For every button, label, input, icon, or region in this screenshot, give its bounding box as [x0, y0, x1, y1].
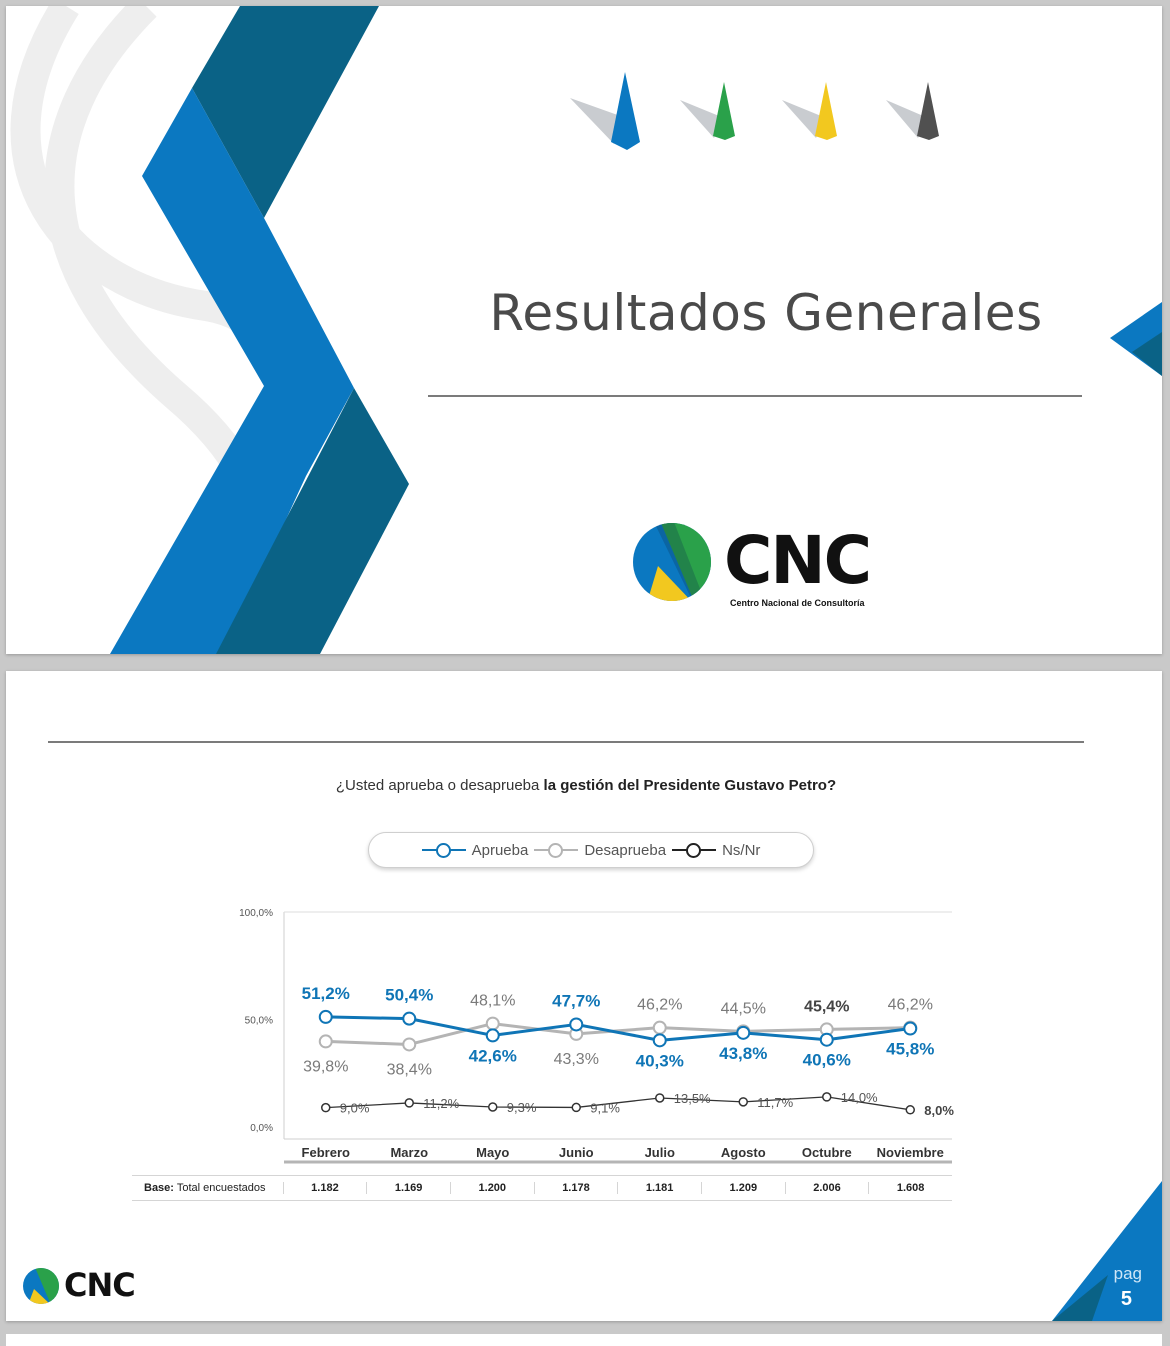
data-point: [654, 1034, 666, 1046]
cnc-logo-subtitle: Centro Nacional de Consultoría: [730, 598, 865, 608]
data-label: 48,1%: [470, 992, 516, 1010]
data-label: 47,7%: [552, 991, 601, 1011]
title-slide: [6, 6, 1162, 654]
data-point: [737, 1027, 749, 1039]
base-label: [132, 1182, 283, 1194]
page-corner-blue: [1052, 1181, 1162, 1321]
data-label: 46,2%: [887, 996, 933, 1014]
data-point: [904, 1023, 916, 1035]
data-label: 50,4%: [385, 985, 434, 1005]
cone-icon-green: [680, 82, 735, 140]
data-point: [570, 1018, 582, 1030]
data-point: [572, 1103, 580, 1111]
y-tick-label: 100,0%: [239, 908, 273, 919]
x-tick-label: Marzo: [390, 1145, 429, 1160]
x-tick-label: Julio: [644, 1145, 675, 1160]
data-point: [320, 1035, 332, 1047]
y-tick-label: 50,0%: [244, 1015, 273, 1027]
x-tick-label: Junio: [558, 1145, 594, 1160]
next-slide-edge: [6, 1334, 1162, 1346]
data-point: [487, 1029, 499, 1041]
data-label: 38,4%: [386, 1061, 432, 1079]
data-point: [906, 1106, 914, 1114]
base-value: 1.178: [534, 1182, 618, 1194]
data-label: 9,3%: [506, 1100, 537, 1116]
data-label: 39,8%: [303, 1058, 349, 1076]
legend-label-nsnr: Ns/Nr: [722, 841, 761, 859]
x-tick-label: Mayo: [476, 1145, 510, 1160]
data-point: [487, 1018, 499, 1030]
page-number: 5: [1120, 1288, 1132, 1310]
cone-icon-blue: [570, 72, 640, 150]
data-point: [403, 1013, 415, 1025]
data-point: [656, 1094, 664, 1102]
cnc-logo-text: CNC: [724, 522, 871, 599]
y-tick-label: 0,0%: [250, 1123, 273, 1134]
page-corner: [1052, 1181, 1162, 1321]
data-label: 11,7%: [757, 1094, 794, 1110]
title-divider: [428, 395, 1082, 397]
data-label: 42,6%: [468, 1046, 517, 1066]
data-point: [821, 1034, 833, 1046]
data-label: 45,4%: [804, 998, 850, 1016]
x-tick-label: Febrero: [301, 1145, 350, 1160]
data-label: 43,8%: [719, 1043, 768, 1063]
cnc-logo-circle: [626, 516, 726, 616]
base-label-bold: Base:: [144, 1182, 174, 1194]
data-label: 45,8%: [886, 1039, 935, 1059]
data-label: 14,0%: [840, 1089, 878, 1105]
line-chart: [6, 671, 1162, 1321]
data-label: 40,6%: [802, 1050, 851, 1070]
data-label: 51,2%: [301, 983, 350, 1003]
base-value: 1.169: [366, 1182, 450, 1194]
data-label: 43,3%: [553, 1050, 599, 1068]
data-label: 8,0%: [924, 1102, 954, 1118]
page-label: pag: [1113, 1264, 1142, 1283]
question-bold-text: la gestión del Presidente Gustavo Petro?: [543, 777, 837, 794]
data-label: 11,2%: [423, 1095, 460, 1111]
data-label: 46,2%: [637, 996, 683, 1014]
legend-label-aprueba: Aprueba: [471, 841, 529, 859]
x-tick-label: Noviembre: [876, 1145, 944, 1160]
base-value: 1.209: [701, 1182, 785, 1194]
data-point: [320, 1011, 332, 1023]
data-point: [403, 1038, 415, 1050]
data-label: 9,0%: [339, 1100, 370, 1116]
base-value: 1.608: [868, 1182, 952, 1194]
data-label: 9,1%: [590, 1100, 620, 1116]
data-point: [654, 1022, 666, 1034]
base-value: 1.200: [450, 1182, 534, 1194]
data-point: [405, 1099, 413, 1107]
base-value: 1.181: [617, 1182, 701, 1194]
data-label: 13,5%: [673, 1090, 711, 1106]
results-slide: [6, 671, 1162, 1321]
data-label: 44,5%: [720, 1000, 766, 1018]
data-point: [739, 1098, 747, 1106]
base-label-rest: Total encuestados: [173, 1182, 266, 1194]
base-value: 2.006: [785, 1182, 869, 1194]
data-label: 40,3%: [635, 1051, 684, 1071]
x-tick-label: Octubre: [801, 1145, 852, 1160]
footer-logo-text: CNC: [64, 1266, 135, 1304]
question-text: ¿Usted aprueba o desaprueba: [335, 777, 544, 794]
base-row: [132, 1175, 952, 1201]
data-point: [489, 1103, 497, 1111]
slide-title: Resultados Generales: [489, 284, 1043, 342]
cone-icon-yellow: [782, 82, 837, 140]
legend-label-desaprueba: Desaprueba: [584, 841, 667, 859]
cone-icon-gray: [886, 82, 939, 140]
x-tick-label: Agosto: [720, 1145, 766, 1160]
data-point: [322, 1104, 330, 1112]
base-value: 1.182: [283, 1182, 367, 1194]
data-point: [823, 1093, 831, 1101]
